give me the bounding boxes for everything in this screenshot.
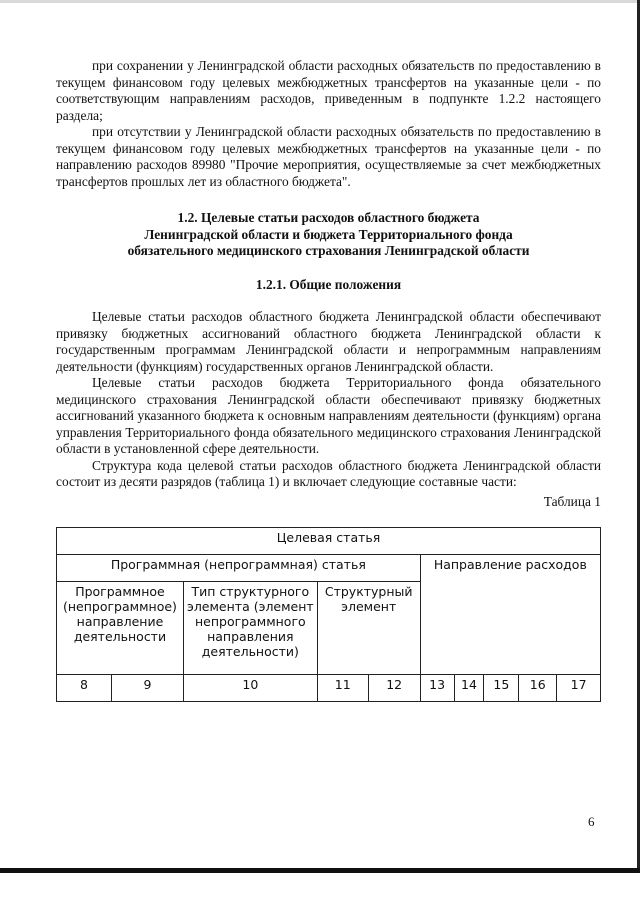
digit-cell: 12 — [368, 675, 420, 702]
digit-cell: 8 — [57, 675, 112, 702]
section-heading — [56, 210, 601, 260]
expense-direction-cell: Направление расходов — [420, 555, 600, 675]
digit-cell: 15 — [484, 675, 519, 702]
structural-element-cell: Структурный элемент — [317, 582, 420, 675]
program-direction-cell: Программное (непрограммное) направление деятельности — [57, 582, 184, 675]
table-caption: Таблица 1 — [543, 493, 601, 509]
paragraph-top-1: при сохранении у Ленинградской области расходных обязательств по предоставлению в текущем финансовом году целевых межбюджетных трансфертов на указанные цели - по соответствующим направлениям расходов, приведенным в подпункте 1.2.2 настоящего раздела; — [56, 58, 601, 123]
program-article-cell: Программная (непрограммная) статья — [57, 555, 421, 582]
subsection-heading: 1.2.1. Общие положения — [255, 276, 402, 292]
digit-cell: 11 — [317, 675, 368, 702]
scan-edge-bottom — [0, 868, 640, 873]
structural-type-cell: Тип структурного элемента (элемент непрограммного направления деятельности) — [183, 582, 317, 675]
digit-cell: 9 — [111, 675, 183, 702]
paragraph-main-1: Целевые статьи расходов областного бюджета Ленинградской области обеспечивают привязку бюджетных ассигнований областного бюджета Ленинградской области к государственным программам Ленинградской области и непрограммным направлениям деятельности (функциям) государственных органов Ленинградской области. — [56, 309, 601, 374]
digit-cell: 10 — [183, 675, 317, 702]
section-heading-line: обязательного медицинского страхования Ленинградской области — [127, 243, 530, 258]
code-structure-table — [56, 527, 601, 702]
page-number: 6 — [588, 814, 595, 829]
paragraph-main-2: Целевые статьи расходов бюджета Территориального фонда обязательного медицинского страхования Ленинградской области обеспечивают привязку бюджетных ассигнований указанного бюджета к основным направлениям деятельности (функциям) органа управления Территориального фонда обязательного медицинского страхования Ленинградской области в установленной сфере деятельности. — [56, 375, 601, 456]
section-heading-line: Ленинградской области и бюджета Территориального фонда — [144, 226, 513, 242]
section-heading-line: 1.2. Целевые статьи расходов областного бюджета — [177, 210, 480, 225]
paragraph-top-2: при отсутствии у Ленинградской области расходных обязательств по предоставлению в текущем финансовом году целевых межбюджетных трансфертов на указанные цели - по направлению расходов 89980 "Прочие мероприятия, осуществляемые за счет межбюджетных трансфертов прошлых лет из областного бюджета". — [56, 124, 601, 189]
digit-cell: 16 — [519, 675, 557, 702]
scan-edge-top — [0, 0, 640, 3]
digit-cell: 13 — [420, 675, 454, 702]
paragraph-main-3: Структура кода целевой статьи расходов областного бюджета Ленинградской области состоит из десяти разрядов (таблица 1) и включает следующие составные части: — [56, 457, 601, 489]
digit-cell: 17 — [557, 675, 601, 702]
table-title-cell: Целевая статья — [57, 528, 601, 555]
document-page — [56, 58, 601, 702]
digit-cell: 14 — [454, 675, 484, 702]
